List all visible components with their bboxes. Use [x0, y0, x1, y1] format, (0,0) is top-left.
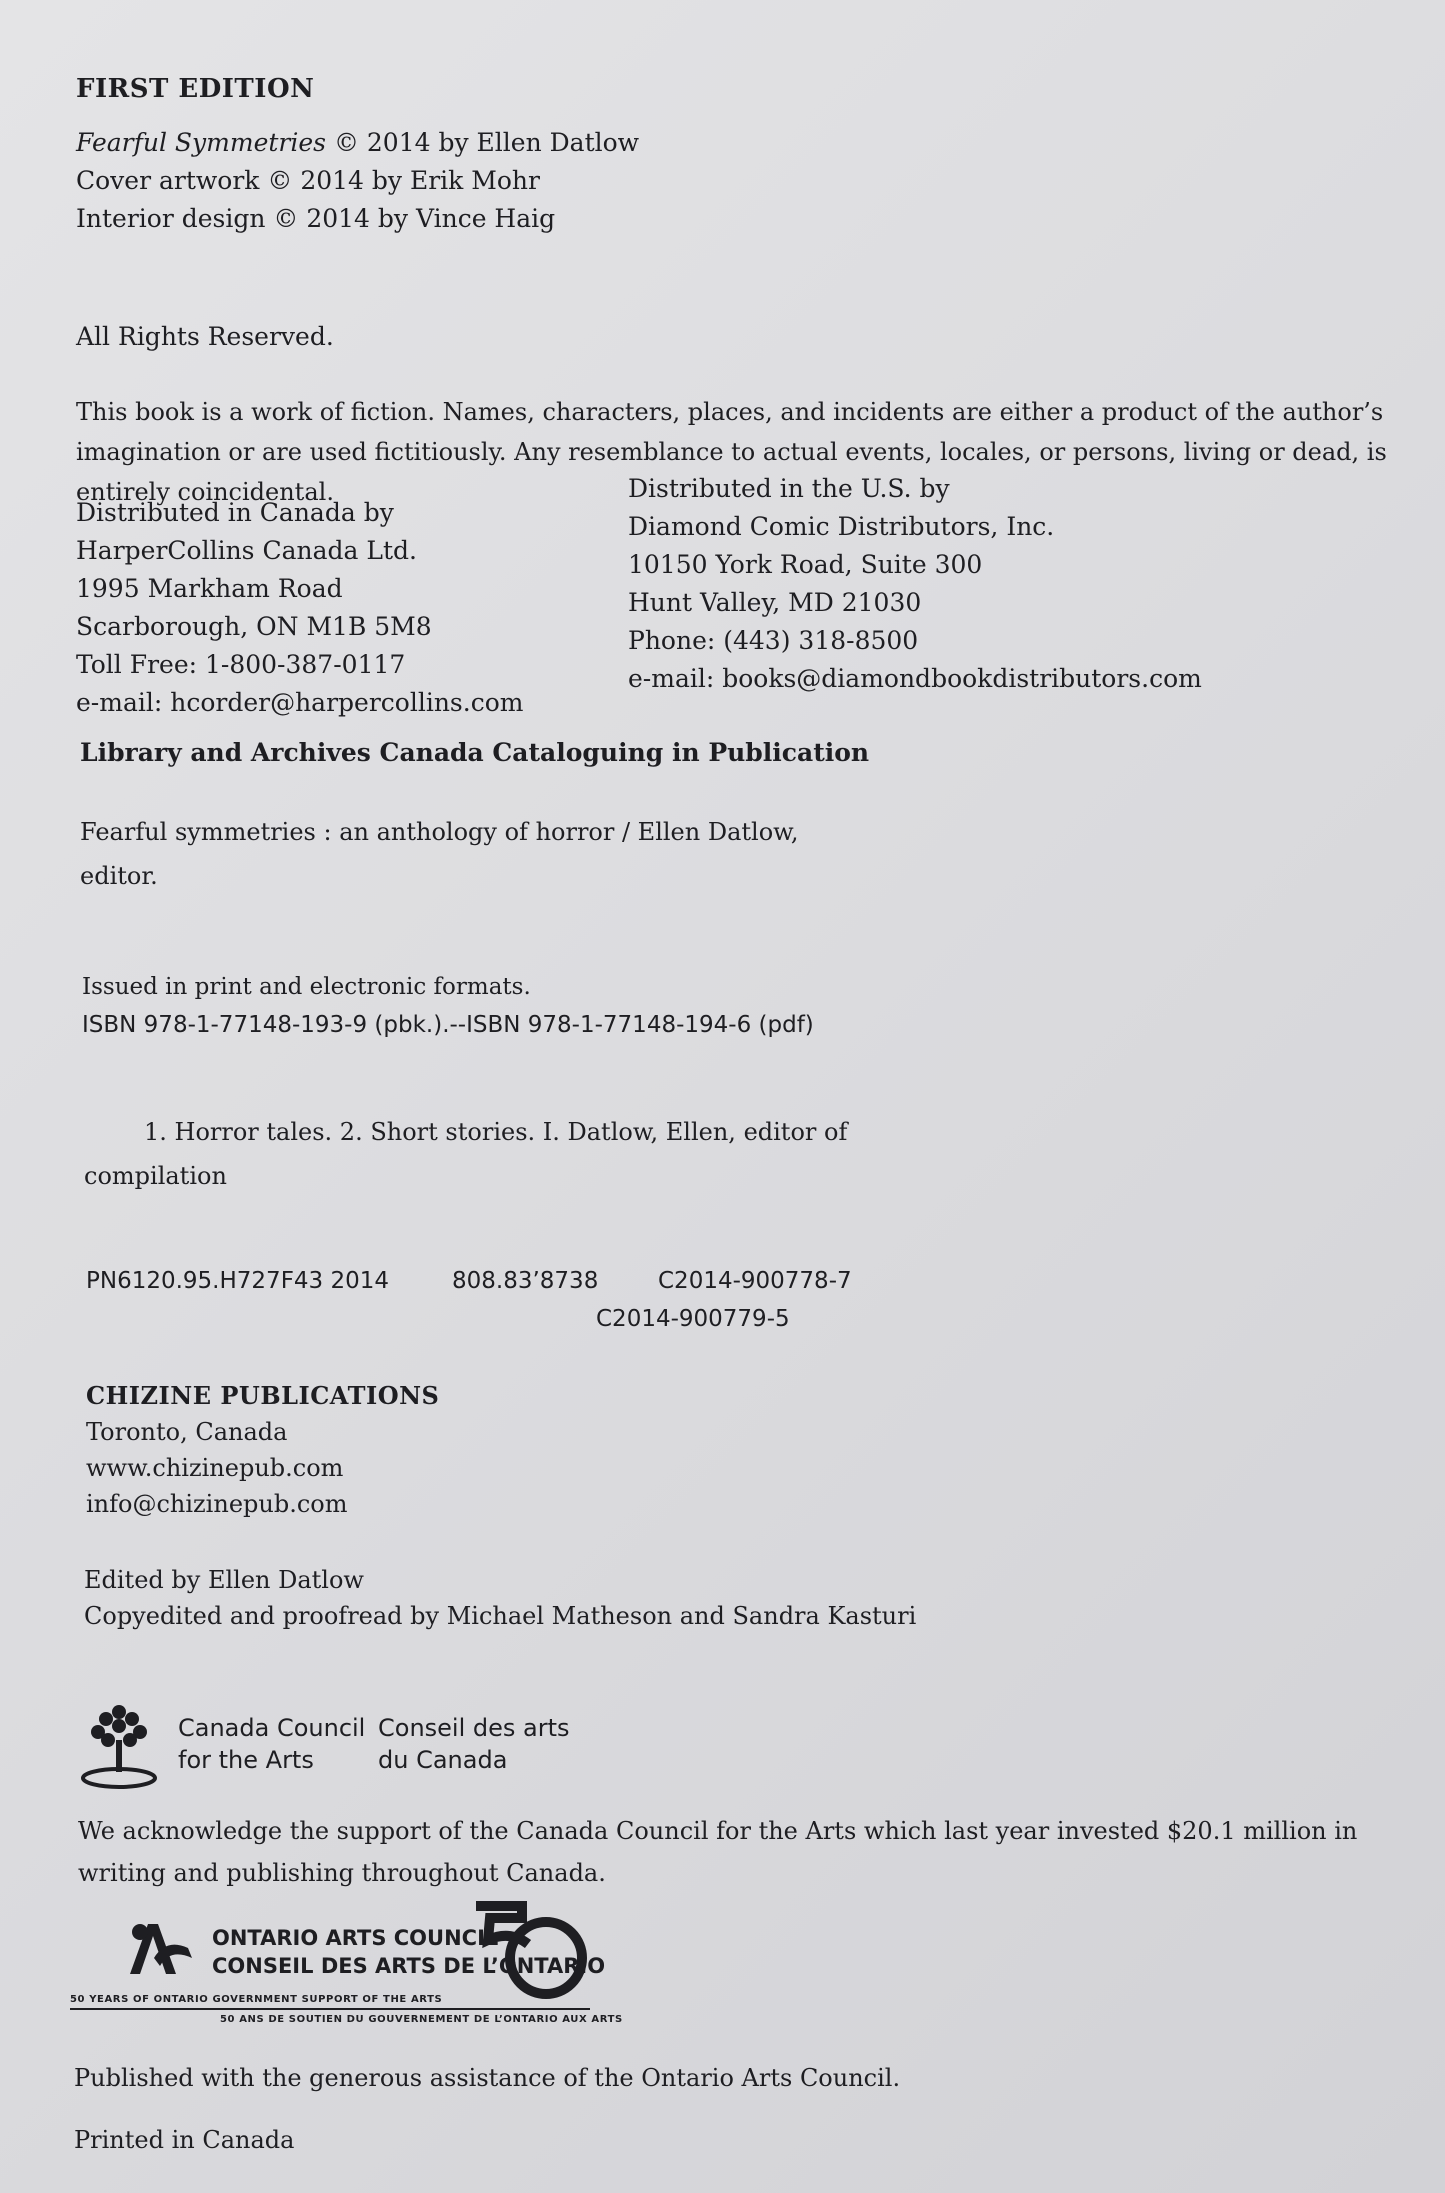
us-dist-line: Distributed in the U.S. by: [628, 474, 950, 503]
cip-title-entry: [80, 810, 840, 898]
publisher-city: Toronto, Canada: [86, 1418, 288, 1446]
oac-name-fr: CONSEIL DES ARTS DE L’ONTARIO: [212, 1954, 606, 1978]
us-dist-line: Phone: (443) 318-8500: [628, 626, 919, 655]
oac-tagline-en: 50 YEARS OF ONTARIO GOVERNMENT SUPPORT OF THE ARTS: [70, 1994, 443, 2005]
canada-council-name-fr: [378, 1712, 570, 1776]
ontario-arts-council-logo: [70, 1900, 623, 2040]
publisher-website: www.chizinepub.com: [86, 1454, 344, 1482]
cip-issued-entry: [82, 968, 814, 1044]
us-dist-line: Hunt Valley, MD 21030: [628, 588, 922, 617]
cip-isbn-line: ISBN 978-1-77148-193-9 (pbk.).--ISBN 978-1-77148-194-6 (pdf): [82, 1012, 814, 1038]
us-dist-line: 10150 York Road, Suite 300: [628, 550, 983, 579]
rights-reserved: All Rights Reserved.: [76, 322, 334, 351]
ccfa-en-line: Canada Council: [178, 1714, 366, 1742]
ccfa-fr-line: du Canada: [378, 1746, 508, 1774]
copyedit-credit: Copyedited and proofread by Michael Matheson and Sandra Kasturi: [84, 1602, 917, 1630]
dewey-number: 808.83’8738: [452, 1268, 599, 1294]
cip-heading: Library and Archives Canada Cataloguing in Publication: [80, 738, 870, 767]
cover-copyright-line: Cover artwork © 2014 by Erik Mohr: [76, 166, 540, 195]
canada-council-acknowledgement: We acknowledge the support of the Canada Council for the Arts which last year invested $20.1 million in writing and publishing throughout Canada.: [78, 1817, 1358, 1887]
oac-tagline-fr: 50 ANS DE SOUTIEN DU GOUVERNEMENT DE L’ONTARIO AUX ARTS: [220, 2014, 623, 2025]
oac-divider: [70, 2008, 590, 2010]
canada-dist-line: 1995 Markham Road: [76, 574, 343, 603]
printed-in: Printed in Canada: [74, 2126, 295, 2154]
canada-dist-line: HarperCollins Canada Ltd.: [76, 536, 417, 565]
copyright-block: [76, 124, 639, 238]
cip-subject-line: compilation: [84, 1162, 227, 1190]
publisher-email: info@chizinepub.com: [86, 1490, 348, 1518]
cip-issued-line: Issued in print and electronic formats.: [82, 974, 531, 1000]
lc-call-number: PN6120.95.H727F43 2014: [86, 1268, 390, 1294]
ontario-acknowledgement: Published with the generous assistance of the Ontario Arts Council.: [74, 2064, 901, 2092]
canada-distributor: [76, 494, 523, 722]
us-dist-line: Diamond Comic Distributors, Inc.: [628, 512, 1055, 541]
canadiana-number: C2014-900779-5: [596, 1306, 790, 1332]
ccfa-fr-line: Conseil des arts: [378, 1714, 570, 1742]
fiction-disclaimer: This book is a work of fiction. Names, characters, places, and incidents are either a product of the author’s imagination or are used fictitiously. Any resemblance to actual events, locales, or persons, living or dead, is entirely coincidental.: [76, 398, 1387, 506]
us-distributor: [628, 470, 1202, 698]
canadiana-number: C2014-900778-7: [658, 1268, 852, 1294]
canada-council-logo: [78, 1702, 598, 1792]
canada-council-name-en: [178, 1712, 365, 1776]
cip-subject-line: 1. Horror tales. 2. Short stories. I. Datlow, Ellen, editor of: [144, 1118, 848, 1146]
book-copyright-line: [76, 124, 639, 162]
publisher-block: [86, 1378, 439, 1522]
ccfa-en-line: for the Arts: [178, 1746, 314, 1774]
book-copyright-rest: © 2014 by Ellen Datlow: [326, 128, 640, 157]
publisher-name: CHIZINE PUBLICATIONS: [86, 1381, 440, 1410]
interior-copyright-line: Interior design © 2014 by Vince Haig: [76, 204, 556, 233]
edition-heading: FIRST EDITION: [76, 74, 315, 104]
credits-block: [84, 1562, 916, 1634]
editor-credit: Edited by Ellen Datlow: [84, 1566, 364, 1594]
oac-monogram-icon: [126, 1918, 196, 1978]
cip-title-line: Fearful symmetries : an anthology of horror / Ellen Datlow,: [80, 818, 799, 846]
us-dist-email: e-mail: books@diamondbookdistributors.com: [628, 664, 1202, 693]
canada-dist-email: e-mail: hcorder@harpercollins.com: [76, 688, 524, 717]
book-title: Fearful Symmetries: [76, 128, 326, 157]
cip-subjects: [84, 1110, 864, 1198]
oac-50-years-icon: [470, 1900, 590, 2005]
canada-council-tree-icon: [78, 1702, 160, 1792]
oac-name-en: ONTARIO ARTS COUNCIL: [212, 1926, 499, 1950]
canada-dist-line: Scarborough, ON M1B 5M8: [76, 612, 432, 641]
canada-dist-line: Toll Free: 1-800-387-0117: [76, 650, 406, 679]
cip-title-line: editor.: [80, 862, 158, 890]
canada-dist-line: Distributed in Canada by: [76, 498, 394, 527]
